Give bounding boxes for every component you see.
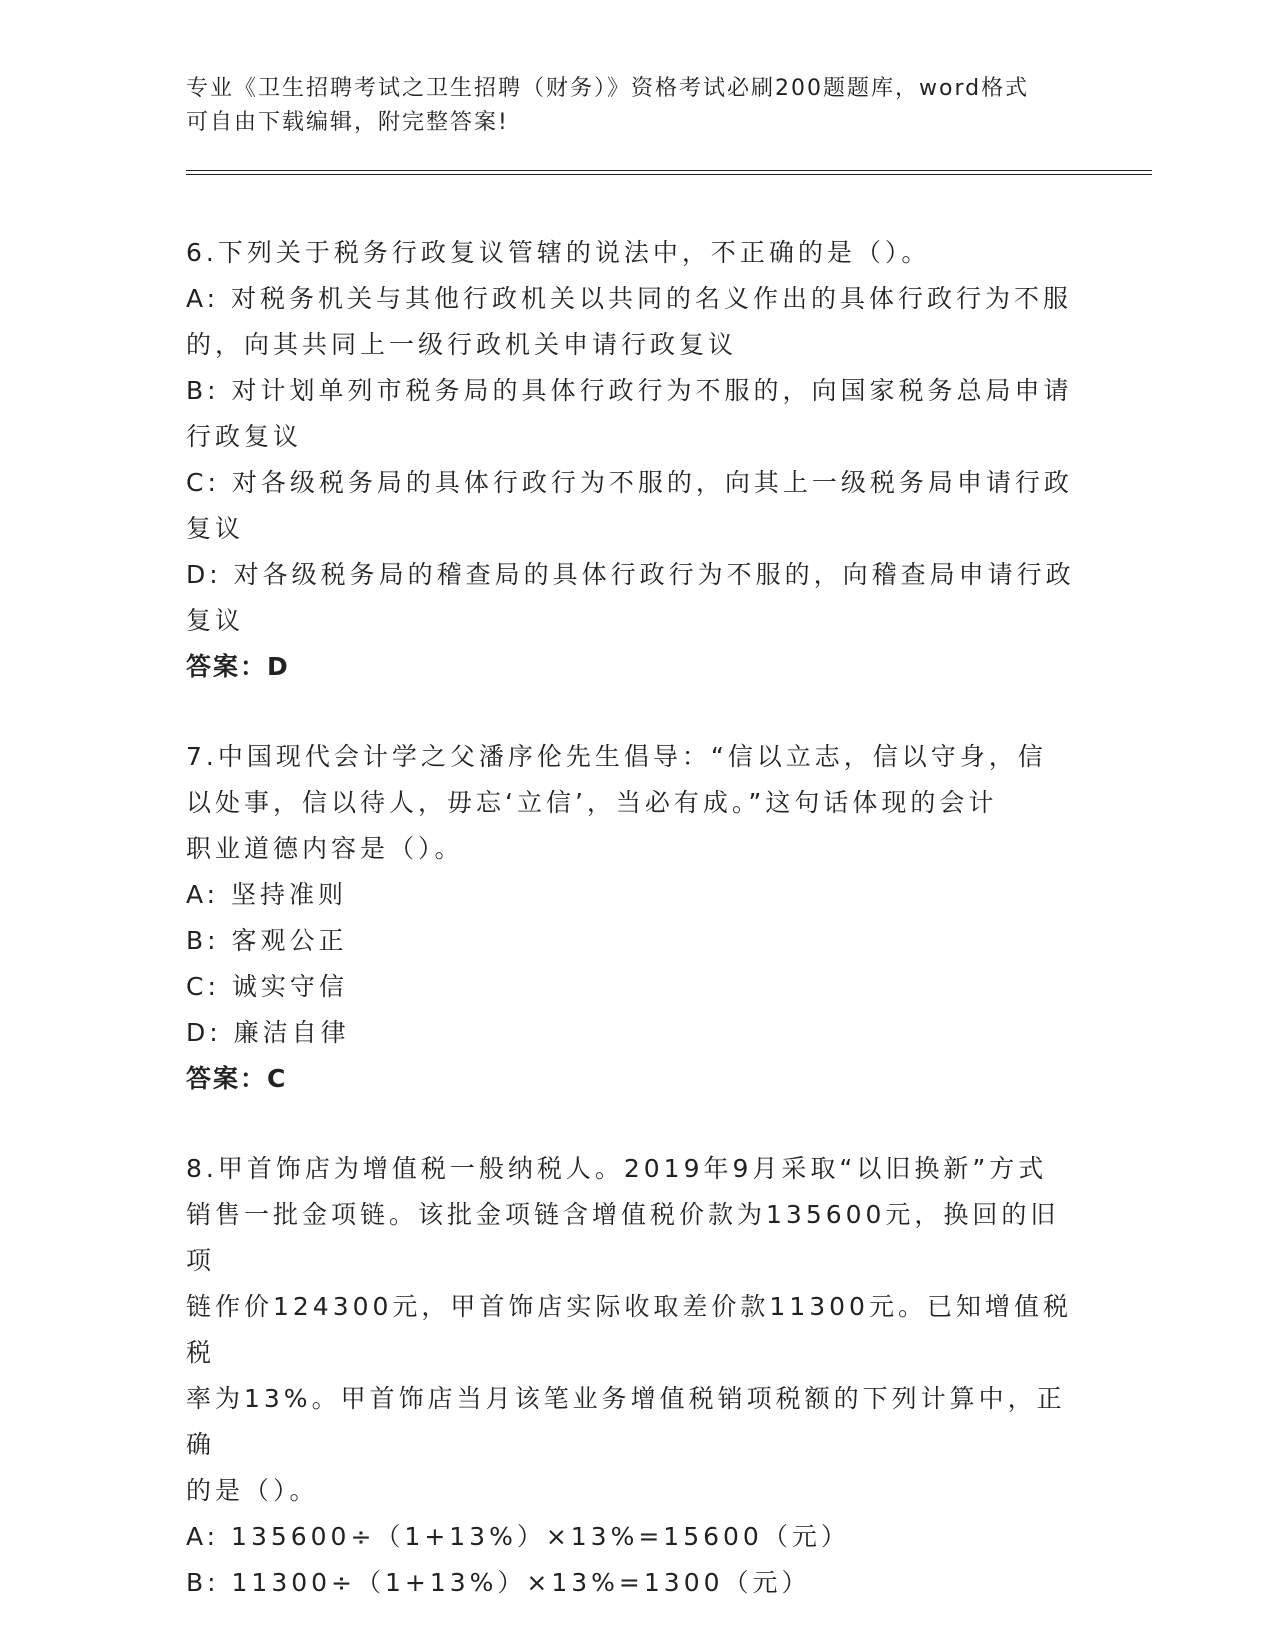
header-title-line-1: 专业《卫生招聘考试之卫生招聘（财务）》资格考试必刷200题题库，word格式 — [186, 76, 1030, 101]
option-b-continued: 行政复议 — [186, 422, 303, 451]
answer-label: 答案：D — [186, 652, 290, 681]
question-stem: 6.下列关于税务行政复议管辖的说法中，不正确的是（）。 — [186, 238, 931, 267]
question-7 — [186, 734, 1086, 1102]
option-b: B: 客观公正 — [186, 926, 348, 955]
option-a-continued: 的，向其共同上一级行政机关申请行政复议 — [186, 330, 738, 359]
question-stem: 7.中国现代会计学之父潘序伦先生倡导：“信以立志，信以守身，信 — [186, 742, 1047, 771]
question-6 — [186, 230, 1086, 690]
question-stem-continued: 职业道德内容是（）。 — [186, 834, 464, 863]
question-stem-continued: 以处事，信以待人，毋忘‘立信’，当必有成。”这句话体现的会计 — [186, 788, 998, 817]
question-stem-continued: 的是（）。 — [186, 1476, 319, 1505]
question-8 — [186, 1146, 1086, 1606]
option-d: D: 廉洁自律 — [186, 1018, 350, 1047]
option-a: A: 坚持准则 — [186, 880, 348, 909]
question-stem: 8.甲首饰店为增值税一般纳税人。2019年9月采取“以旧换新”方式 — [186, 1154, 1048, 1183]
question-list — [186, 230, 1086, 1650]
option-d-continued: 复议 — [186, 606, 245, 635]
option-b: B: 11300÷（1+13%）×13%=1300（元） — [186, 1568, 811, 1597]
header-title-line-2: 可自由下载编辑，附完整答案! — [186, 110, 509, 135]
header-divider-bottom — [186, 174, 1152, 175]
header-divider-top — [186, 170, 1152, 171]
option-b: B: 对计划单列市税务局的具体行政行为不服的，向国家税务总局申请 — [186, 376, 1073, 405]
question-stem-continued: 率为13%。甲首饰店当月该笔业务增值税销项税额的下列计算中，正确 — [186, 1384, 1066, 1459]
option-d: D: 对各级税务局的稽查局的具体行政行为不服的，向稽查局申请行政 — [186, 560, 1075, 589]
option-c: C: 诚实守信 — [186, 972, 348, 1001]
document-header — [186, 72, 1086, 140]
question-stem-continued: 链作价124300元，甲首饰店实际收取差价款11300元。已知增值税税 — [186, 1292, 1072, 1367]
option-c: C: 对各级税务局的具体行政行为不服的，向其上一级税务局申请行政 — [186, 468, 1073, 497]
option-c-continued: 复议 — [186, 514, 245, 543]
option-a: A: 135600÷（1+13%）×13%=15600（元） — [186, 1522, 850, 1551]
option-a: A: 对税务机关与其他行政机关以共同的名义作出的具体行政行为不服 — [186, 284, 1073, 313]
question-stem-continued: 销售一批金项链。该批金项链含增值税价款为135600元，换回的旧项 — [186, 1200, 1060, 1275]
answer-label: 答案：C — [186, 1064, 288, 1093]
